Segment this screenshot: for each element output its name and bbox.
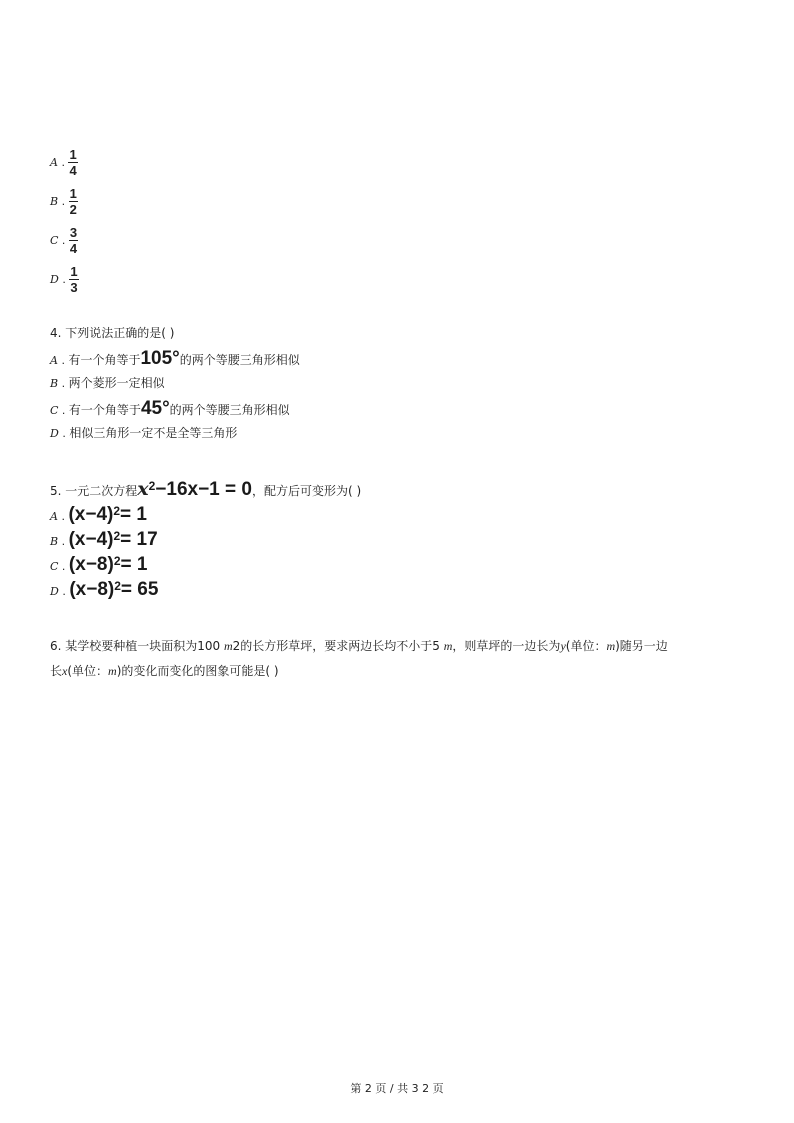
q4-option-b: B . 两个菱形一定相似 (50, 376, 165, 390)
question-stem-line-1: 6. 某学校要种植一块面积为100 m2的长方形草坪，要求两边长均不小于5 m，则草坪的一边长为y(单位：m)随另一边 (50, 639, 668, 653)
page-footer: 第 2 页 / 共 3 2 页 (350, 1082, 444, 1095)
q4-option-d: D . 相似三角形一定不是全等三角形 (50, 426, 238, 440)
q3-option-a: A . $\frac{1}{4}$ (50, 147, 77, 178)
fraction-numerator: 1 (69, 147, 77, 162)
q4-option-a: A . 有一个角等于105°的两个等腰三角形相似 (50, 348, 300, 369)
q3-option-c: C . $\frac{3}{4}$ (50, 225, 78, 256)
fraction-denominator: 4 (69, 163, 77, 178)
question-4 (50, 321, 300, 446)
fraction-denominator: 4 (69, 241, 78, 256)
question-stem: 4. 下列说法正确的是( ) (50, 326, 175, 340)
fraction (69, 225, 78, 256)
fraction-numerator: 3 (69, 225, 78, 240)
math-expression: 105° (140, 348, 180, 369)
q4-option-c: C . 有一个角等于45°的两个等腰三角形相似 (50, 398, 290, 419)
q3-option-b: B . $\frac{1}{2}$ (50, 186, 77, 217)
fraction (69, 186, 78, 217)
fraction-denominator: 3 (70, 280, 78, 295)
q5-option-c: C . $(x-8)^2= 1$ (50, 554, 148, 575)
fraction (69, 264, 78, 295)
question-stem-line-2: 长x(单位：m)的变化而变化的图象可能是( ) (50, 664, 279, 678)
option-letter: D (50, 273, 59, 286)
option-letter: C (50, 234, 59, 247)
fraction (68, 147, 77, 178)
q3-option-d: D . $\frac{1}{3}$ (50, 264, 78, 295)
question-5 (50, 474, 361, 599)
q5-option-d: D . $(x-8)^2= 65$ (50, 579, 159, 600)
fraction-numerator: 1 (69, 186, 77, 201)
fraction-numerator: 1 (70, 264, 78, 279)
math-expression: −16x−1 = 0 (155, 479, 252, 500)
question-stem: 5. 一元二次方程$x^2-16x-1 = 0$，配方后可变形为( ) (50, 478, 362, 500)
option-letter: A (50, 156, 58, 169)
option-letter: B (50, 195, 59, 208)
question-6 (50, 634, 668, 684)
q3-options (50, 143, 79, 299)
q5-option-b: B . $(x-4)^2= 17$ (50, 529, 158, 550)
fraction-denominator: 2 (69, 202, 77, 217)
math-expression: 45° (140, 398, 170, 419)
q5-option-a: A . $(x-4)^2= 1$ (50, 504, 147, 525)
